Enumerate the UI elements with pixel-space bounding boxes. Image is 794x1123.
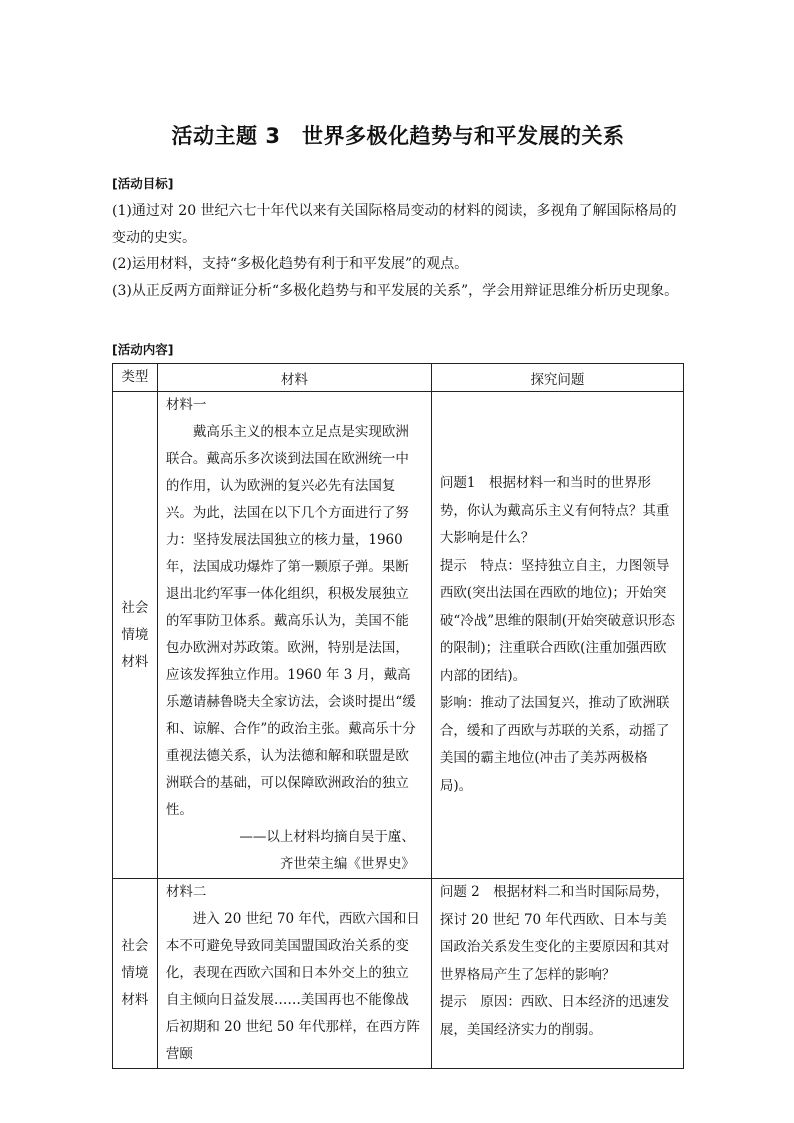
page-title: 活动主题 3 世界多极化趋势与和平发展的关系 bbox=[171, 124, 625, 148]
header-type: 类型 bbox=[113, 364, 158, 392]
header-material: 材料 bbox=[157, 364, 431, 392]
goal-item: (3)从正反两方面辩证分析“多极化趋势与和平发展的关系”，学会用辩证思维分析历史现象。 bbox=[112, 282, 679, 299]
goal-item: (2)运用材料，支持“多极化趋势有利于和平发展”的观点。 bbox=[112, 256, 469, 272]
question-text: 问题1 根据材料一和当时的世界形势，你认为戴高乐主义有何特点？其重大影响是什么？ bbox=[439, 475, 670, 546]
type-cell: 社会 情境 材料 bbox=[113, 392, 158, 879]
table-row bbox=[113, 392, 684, 879]
goals-heading: [活动目标] bbox=[112, 176, 174, 191]
material-text: 进入 20 世纪 70 年代，西欧六国和日本不可避免导致同美国盟国政治关系的变化，表现在西欧六国和日本外交上的独立自主倾向日益发展……美国再也不能像战后初期和 20 世纪 50 年代那样，在西方阵营颐 bbox=[165, 911, 420, 1062]
content-heading: [活动内容] bbox=[112, 342, 174, 357]
material-cell bbox=[157, 879, 431, 1069]
table-header-row bbox=[113, 364, 684, 392]
question-text: 问题 2 根据材料二和当时国际局势，探讨 20 世纪 70 年代西欧、日本与美国政治关系发生变化的主要原因和其对世界格局产生了怎样的影响？ bbox=[439, 884, 670, 983]
goal-item: (1)通过对 20 世纪六七十年代以来有关国际格局变动的材料的阅读，多视角了解国际格局的变动的史实。 bbox=[112, 203, 677, 246]
question-cell bbox=[431, 879, 683, 1069]
activity-table bbox=[112, 363, 684, 1069]
header-question: 探究问题 bbox=[431, 364, 683, 392]
material-label: 材料二 bbox=[165, 884, 207, 900]
goals-list bbox=[112, 198, 684, 304]
type-cell: 社会 情境 材料 bbox=[113, 879, 158, 1069]
material-source: ——以上材料均摘自吴于廑、 bbox=[239, 829, 415, 845]
impact-text: 影响：推动了法国复兴，推动了欧洲联合，缓和了西欧与苏联的关系，动摇了美国的霸主地位(冲击了美苏两极格局)。 bbox=[439, 695, 670, 794]
hint-text: 提示 特点：坚持独立自主，力图领导西欧(突出法国在西欧的地位)；开始突破“冷战”思维的限制(开始突破意识形态的限制)；注重联合西欧(注重加强西欧内部的团结)。 bbox=[439, 557, 675, 684]
question-cell bbox=[431, 392, 683, 879]
material-source: 齐世荣主编《世界史》 bbox=[279, 856, 415, 872]
table-row bbox=[113, 879, 684, 1069]
material-cell bbox=[157, 392, 431, 879]
material-text: 戴高乐主义的根本立足点是实现欧洲联合。戴高乐多次谈到法国在欧洲统一中的作用，认为欧洲的复兴必先有法国复兴。为此，法国在以下几个方面进行了努力：坚持发展法国独立的核力量，1960 年，法国成功爆炸了第一颗原子弹。果断退出北约军事一体化组织，积极发展独立的军事防卫体系。戴高乐认为，美国不能包办欧洲对苏政策。欧洲，特别是法国，应该发挥独立作用。1960 年 3 月，戴高乐邀请赫鲁晓夫全家访法，会谈时提出“缓和、谅解、合作”的政治主张。戴高乐十分重视法德关系，认为法德和解和联盟是欧洲联合的基础，可以保障欧洲政治的独立性。 bbox=[165, 424, 416, 818]
material-label: 材料一 bbox=[165, 397, 207, 413]
hint-text: 提示 原因：西欧、日本经济的迅速发展，美国经济实力的削弱。 bbox=[439, 994, 670, 1038]
